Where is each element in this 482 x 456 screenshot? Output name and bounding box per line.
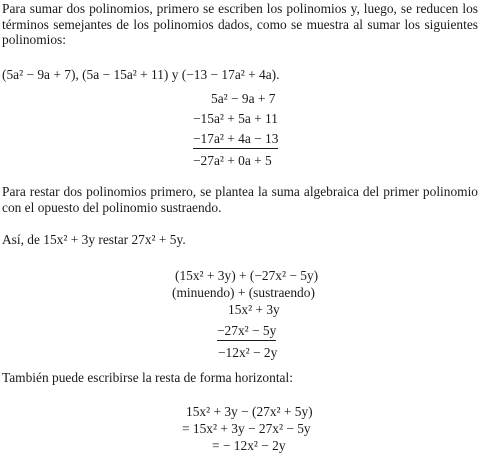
sum-statement: (5a² − 9a + 7), (5a − 15a² + 11) y (−13 − 17a² + 4a). [2,67,280,82]
horizontal-row-1: 15x² + 3y − (27x² + 5y) [186,404,313,419]
subtract-result-row: −12x² − 2y [218,345,278,360]
horizontal-row-3: = − 12x² − 2y [212,438,286,453]
horizontal-row-2: = 15x² + 3y − 27x² − 5y [182,421,311,436]
horizontal-paragraph: También puede escribirse la resta de forma horizontal: [2,370,293,385]
sum-row-2: −15a² + 5a + 11 [193,111,278,126]
subtract-setup: (15x² + 3y) + (−27x² − 5y) [175,268,319,283]
subtract-row-2: −27x² − 5y [217,323,276,341]
subtract-statement: Así, de 15x² + 3y restar 27x² + 5y. [2,232,186,247]
intro-paragraph: Para sumar dos polinomios, primero se escriben los polinomios y, luego, se reducen los términos semejantes de los polinomios dados, como se muestra al sumar los siguientes polinomios: [2,1,478,48]
subtract-setup-labels: (minuendo) + (sustraendo) [172,285,315,300]
sum-row-3: −17a² + 4a − 13 [193,131,278,149]
sum-row-1: 5a² − 9a + 7 [211,91,276,106]
subtract-row-1: 15x² + 3y [228,302,280,317]
subtract-paragraph: Para restar dos polinomios primero, se plantea la suma algebraica del primer polinomio con el opuesto del polinomio sustraendo. [2,184,478,215]
sum-result-row: −27a² + 0a + 5 [193,153,272,168]
